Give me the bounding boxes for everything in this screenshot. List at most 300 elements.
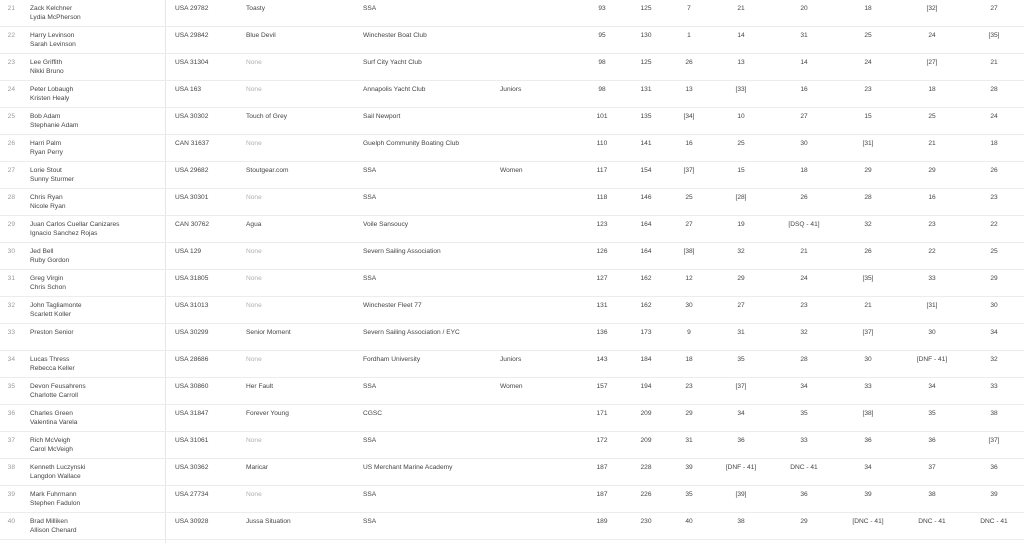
position-cell: 22	[7, 32, 15, 39]
boat-name-cell: None	[246, 86, 262, 93]
race-5-score-cell: [DNF - 41]	[916, 356, 948, 363]
position-cell: 26	[7, 140, 15, 147]
table-row[interactable]	[0, 351, 1024, 378]
total-points-cell: 184	[640, 356, 652, 363]
race-4-score-cell: [35]	[862, 275, 874, 282]
sail-number-cell: USA 31061	[175, 437, 209, 444]
division-cell: Women	[500, 167, 523, 174]
sailors-cell	[30, 409, 77, 427]
race-3-score-cell: 33	[800, 437, 808, 444]
race-1-score-cell: 31	[685, 437, 693, 444]
race-3-score-cell: 30	[800, 140, 808, 147]
race-1-score-cell: 26	[685, 59, 693, 66]
total-points-cell: 162	[640, 302, 652, 309]
sail-number-cell: CAN 31637	[175, 140, 210, 147]
race-4-score-cell: 34	[864, 464, 872, 471]
race-3-score-cell: 27	[800, 113, 808, 120]
skipper-name[interactable]: Mark Fuhrmann	[30, 491, 77, 498]
sailors-cell	[30, 112, 78, 130]
race-6-score-cell: 18	[990, 140, 998, 147]
race-6-score-cell: 26	[990, 167, 998, 174]
race-6-score-cell: [37]	[988, 437, 1000, 444]
race-1-score-cell: 27	[685, 221, 693, 228]
club-cell: CGSC	[363, 410, 383, 417]
race-5-score-cell: 24	[928, 32, 936, 39]
race-2-score-cell: [39]	[735, 491, 747, 498]
position-cell: 32	[7, 302, 15, 309]
race-2-score-cell: [33]	[735, 86, 747, 93]
skipper-name[interactable]: Devon Feusahrens	[30, 383, 86, 390]
position-cell: 33	[7, 329, 15, 336]
race-5-score-cell: 33	[928, 275, 936, 282]
crew-name[interactable]: Nikki Bruno	[30, 68, 64, 75]
total-points-cell: 135	[640, 113, 652, 120]
skipper-name[interactable]: Juan Carlos Cuellar Canizares	[30, 221, 120, 228]
race-1-score-cell: 16	[685, 140, 693, 147]
total-points-cell: 125	[640, 5, 652, 12]
position-cell: 24	[7, 86, 15, 93]
position-cell: 27	[7, 167, 15, 174]
boat-name-cell: None	[246, 275, 262, 282]
crew-name[interactable]: Carol McVeigh	[30, 446, 73, 453]
crew-name[interactable]: Stephanie Adam	[30, 122, 79, 129]
race-2-score-cell: 36	[737, 437, 745, 444]
race-4-score-cell: 39	[864, 491, 872, 498]
crew-name[interactable]: Stephen Fadulon	[30, 500, 81, 507]
club-cell: Severn Sailing Association	[363, 248, 441, 255]
net-points-cell: 117	[596, 167, 608, 174]
net-points-cell: 118	[596, 194, 608, 201]
race-4-score-cell: 28	[864, 194, 872, 201]
position-cell: 38	[7, 464, 15, 471]
total-points-cell: 173	[640, 329, 652, 336]
race-1-score-cell: 9	[687, 329, 691, 336]
race-2-score-cell: 13	[737, 59, 745, 66]
net-points-cell: 98	[598, 59, 606, 66]
total-points-cell: 209	[640, 437, 652, 444]
race-5-score-cell: 29	[928, 167, 936, 174]
race-3-score-cell: 26	[800, 194, 808, 201]
skipper-name[interactable]: Harri Palm	[30, 140, 62, 147]
sailors-cell	[30, 193, 66, 211]
skipper-name[interactable]: Charles Green	[30, 410, 73, 417]
crew-name[interactable]: Kristen Healy	[30, 95, 70, 102]
race-3-score-cell: 35	[800, 410, 808, 417]
race-6-score-cell: 24	[990, 113, 998, 120]
total-points-cell: 141	[640, 140, 652, 147]
race-4-score-cell: 29	[864, 167, 872, 174]
skipper-name[interactable]: Peter Lobaugh	[30, 86, 74, 93]
race-1-score-cell: 23	[685, 383, 693, 390]
table-row[interactable]	[0, 162, 1024, 189]
sail-number-cell: USA 31847	[175, 410, 209, 417]
race-3-score-cell: 31	[800, 32, 808, 39]
sailors-cell	[30, 436, 73, 454]
position-cell: 37	[7, 437, 15, 444]
race-4-score-cell: 32	[864, 221, 872, 228]
race-1-score-cell: 35	[685, 491, 693, 498]
race-3-score-cell: 34	[800, 383, 808, 390]
sail-number-cell: CAN 30762	[175, 221, 210, 228]
total-points-cell: 230	[640, 518, 652, 525]
race-1-score-cell: [38]	[683, 248, 695, 255]
race-1-score-cell: 29	[685, 410, 693, 417]
race-4-score-cell: [37]	[862, 329, 874, 336]
table-row[interactable]	[0, 135, 1024, 162]
skipper-name[interactable]: Zack Kelchner	[30, 5, 73, 12]
race-5-score-cell: [27]	[926, 59, 938, 66]
club-cell: Surf City Yacht Club	[363, 59, 422, 66]
club-cell: SSA	[363, 518, 377, 525]
sail-number-cell: USA 30928	[175, 518, 209, 525]
race-5-score-cell: [31]	[926, 302, 938, 309]
crew-name[interactable]: Allison Chenard	[30, 527, 77, 534]
race-3-score-cell: 21	[800, 248, 808, 255]
race-5-score-cell: 37	[928, 464, 936, 471]
net-points-cell: 136	[596, 329, 608, 336]
table-row[interactable]	[0, 216, 1024, 243]
race-5-score-cell: [32]	[926, 5, 938, 12]
position-cell: 40	[7, 518, 15, 525]
club-cell: SSA	[363, 383, 377, 390]
race-5-score-cell: 36	[928, 437, 936, 444]
club-cell: Annapolis Yacht Club	[363, 86, 426, 93]
race-4-score-cell: 23	[864, 86, 872, 93]
race-2-score-cell: 38	[737, 518, 745, 525]
skipper-name[interactable]: Chris Ryan	[30, 194, 63, 201]
race-3-score-cell: DNC - 41	[790, 464, 818, 471]
sail-number-cell: USA 129	[175, 248, 202, 255]
skipper-name[interactable]: Bob Adam	[30, 113, 61, 120]
sailors-cell	[30, 328, 74, 337]
sail-number-cell: USA 29842	[175, 32, 209, 39]
skipper-name[interactable]: Jed Bell	[30, 248, 54, 255]
race-1-score-cell: 30	[685, 302, 693, 309]
club-cell: Winchester Fleet 77	[363, 302, 422, 309]
table-row[interactable]	[0, 81, 1024, 108]
race-3-score-cell: 29	[800, 518, 808, 525]
crew-name[interactable]: Charlotte Carroll	[30, 392, 79, 399]
total-points-cell: 162	[640, 275, 652, 282]
race-4-score-cell: [31]	[862, 140, 874, 147]
total-points-cell: 228	[640, 464, 652, 471]
skipper-name[interactable]: Rich McVeigh	[30, 437, 71, 444]
net-points-cell: 126	[596, 248, 608, 255]
race-1-score-cell: 40	[685, 518, 693, 525]
total-points-cell: 131	[640, 86, 652, 93]
net-points-cell: 172	[596, 437, 608, 444]
race-5-score-cell: 35	[928, 410, 936, 417]
sailors-cell	[30, 355, 75, 373]
skipper-name[interactable]: Preston Senior	[30, 329, 74, 336]
race-1-score-cell: 13	[685, 86, 693, 93]
crew-name[interactable]: Sarah Levinson	[30, 41, 76, 48]
club-cell: Voile Sansoucy	[363, 221, 409, 228]
boat-name-cell: Senior Moment	[246, 329, 291, 336]
race-2-score-cell: 29	[737, 275, 745, 282]
position-cell: 35	[7, 383, 15, 390]
division-cell: Juniors	[500, 356, 522, 363]
sail-number-cell: USA 29782	[175, 5, 209, 12]
race-4-score-cell: 18	[864, 5, 872, 12]
skipper-name[interactable]: Brad Milliken	[30, 518, 68, 525]
sailors-cell	[30, 85, 73, 103]
crew-name[interactable]: Rebecca Keller	[30, 365, 75, 372]
sail-number-cell: USA 30302	[175, 113, 209, 120]
position-cell: 36	[7, 410, 15, 417]
boat-name-cell: Jussa Situation	[246, 518, 291, 525]
net-points-cell: 187	[596, 464, 608, 471]
boat-name-cell: None	[246, 140, 262, 147]
sailors-cell	[30, 139, 63, 157]
race-3-score-cell: 23	[800, 302, 808, 309]
sailors-cell	[30, 58, 64, 76]
net-points-cell: 98	[598, 86, 606, 93]
sailors-cell	[30, 274, 66, 292]
sail-number-cell: USA 30299	[175, 329, 209, 336]
race-3-score-cell: 32	[800, 329, 808, 336]
race-5-score-cell: 30	[928, 329, 936, 336]
race-5-score-cell: 21	[928, 140, 936, 147]
race-5-score-cell: 18	[928, 86, 936, 93]
club-cell: Sail Newport	[363, 113, 401, 120]
net-points-cell: 189	[596, 518, 608, 525]
skipper-name[interactable]: Harry Levinson	[30, 32, 75, 39]
race-6-score-cell: 28	[990, 86, 998, 93]
sail-number-cell: USA 29682	[175, 167, 209, 174]
total-points-cell: 154	[640, 167, 652, 174]
race-3-score-cell: 16	[800, 86, 808, 93]
skipper-name[interactable]: Kenneth Luczynski	[30, 464, 86, 471]
race-3-score-cell: 14	[800, 59, 808, 66]
crew-name[interactable]: Langdon Wallace	[30, 473, 81, 480]
club-cell: SSA	[363, 194, 377, 201]
race-1-score-cell: 12	[685, 275, 693, 282]
boat-name-cell: None	[246, 437, 262, 444]
race-5-score-cell: 38	[928, 491, 936, 498]
total-points-cell: 125	[640, 59, 652, 66]
boat-name-cell: None	[246, 302, 262, 309]
table-row[interactable]	[0, 27, 1024, 54]
race-2-score-cell: 15	[737, 167, 745, 174]
position-cell: 21	[7, 5, 15, 12]
race-6-score-cell: 30	[990, 302, 998, 309]
sail-number-cell: USA 30860	[175, 383, 209, 390]
table-row[interactable]	[0, 189, 1024, 216]
race-2-score-cell: 19	[737, 221, 745, 228]
race-2-score-cell: [37]	[735, 383, 747, 390]
boat-name-cell: None	[246, 59, 262, 66]
table-row[interactable]	[0, 108, 1024, 135]
race-4-score-cell: 21	[864, 302, 872, 309]
race-3-score-cell: 36	[800, 491, 808, 498]
race-2-score-cell: 27	[737, 302, 745, 309]
table-row[interactable]	[0, 513, 1024, 540]
race-2-score-cell: 10	[737, 113, 745, 120]
sail-number-cell: USA 30301	[175, 194, 209, 201]
race-2-score-cell: 14	[737, 32, 745, 39]
sail-number-cell: USA 28686	[175, 356, 209, 363]
race-4-score-cell: 33	[864, 383, 872, 390]
total-points-cell: 164	[640, 248, 652, 255]
race-4-score-cell: 15	[864, 113, 872, 120]
net-points-cell: 127	[596, 275, 608, 282]
race-3-score-cell: [DSQ - 41]	[788, 221, 820, 228]
race-5-score-cell: 16	[928, 194, 936, 201]
race-5-score-cell: DNC - 41	[918, 518, 946, 525]
race-5-score-cell: 25	[928, 113, 936, 120]
sail-number-cell: USA 163	[175, 86, 202, 93]
crew-name[interactable]: Ryan Perry	[30, 149, 63, 156]
boat-name-cell: Her Fault	[246, 383, 274, 390]
table-row[interactable]	[0, 270, 1024, 297]
net-points-cell: 187	[596, 491, 608, 498]
skipper-name[interactable]: Lee Griffith	[30, 59, 63, 66]
race-1-score-cell: 18	[685, 356, 693, 363]
boat-name-cell: Blue Devil	[246, 32, 276, 39]
total-points-cell: 146	[640, 194, 652, 201]
sailors-cell	[30, 490, 80, 508]
sailors-cell	[30, 4, 81, 22]
race-6-score-cell: [35]	[988, 32, 1000, 39]
net-points-cell: 123	[596, 221, 608, 228]
position-cell: 30	[7, 248, 15, 255]
skipper-name[interactable]: Lorie Stout	[30, 167, 62, 174]
sailors-cell	[30, 220, 119, 238]
race-4-score-cell: 36	[864, 437, 872, 444]
club-cell: SSA	[363, 491, 377, 498]
boat-name-cell: None	[246, 356, 262, 363]
table-row[interactable]	[0, 243, 1024, 270]
division-cell: Juniors	[500, 86, 522, 93]
table-row[interactable]	[0, 405, 1024, 432]
race-6-score-cell: 27	[990, 5, 998, 12]
race-2-score-cell: 32	[737, 248, 745, 255]
race-6-score-cell: 34	[990, 329, 998, 336]
skipper-name[interactable]: Greg Virgin	[30, 275, 64, 282]
total-points-cell: 194	[640, 383, 652, 390]
table-row[interactable]	[0, 324, 1024, 351]
total-points-cell: 209	[640, 410, 652, 417]
table-row[interactable]	[0, 54, 1024, 81]
race-6-score-cell: 22	[990, 221, 998, 228]
boat-name-cell: None	[246, 491, 262, 498]
position-cell: 25	[7, 113, 15, 120]
position-cell: 29	[7, 221, 15, 228]
total-points-cell: 226	[640, 491, 652, 498]
race-2-score-cell: 31	[737, 329, 745, 336]
sailors-cell	[30, 382, 86, 400]
boat-name-cell: Stoutgear.com	[246, 167, 289, 174]
race-6-score-cell: 23	[990, 194, 998, 201]
race-1-score-cell: 1	[687, 32, 691, 39]
crew-name[interactable]: Ignacio Sanchez Rojas	[30, 230, 98, 237]
skipper-name[interactable]: John Tagliamonte	[30, 302, 82, 309]
crew-name[interactable]: Scarlett Koller	[30, 311, 72, 318]
race-6-score-cell: 21	[990, 59, 998, 66]
race-5-score-cell: 22	[928, 248, 936, 255]
race-4-score-cell: 25	[864, 32, 872, 39]
race-1-score-cell: 7	[687, 5, 691, 12]
position-cell: 34	[7, 356, 15, 363]
race-6-score-cell: 29	[990, 275, 998, 282]
table-row[interactable]	[0, 378, 1024, 405]
race-4-score-cell: 26	[864, 248, 872, 255]
race-6-score-cell: 36	[990, 464, 998, 471]
division-cell: Women	[500, 383, 523, 390]
race-6-score-cell: 25	[990, 248, 998, 255]
crew-name[interactable]: Valentina Varela	[30, 419, 78, 426]
race-3-score-cell: 24	[800, 275, 808, 282]
net-points-cell: 131	[596, 302, 608, 309]
sail-number-cell: USA 31805	[175, 275, 209, 282]
net-points-cell: 143	[596, 356, 608, 363]
sail-number-cell: USA 27734	[175, 491, 209, 498]
sail-number-cell: USA 30362	[175, 464, 209, 471]
table-row[interactable]	[0, 459, 1024, 486]
club-cell: Winchester Boat Club	[363, 32, 427, 39]
sailors-cell	[30, 517, 77, 535]
boat-name-cell: Agua	[246, 221, 262, 228]
club-cell: SSA	[363, 275, 377, 282]
crew-name[interactable]: Ruby Gordon	[30, 257, 70, 264]
club-cell: Fordham University	[363, 356, 421, 363]
net-points-cell: 101	[596, 113, 608, 120]
sail-number-cell: USA 31013	[175, 302, 209, 309]
table-row[interactable]	[0, 0, 1024, 27]
race-2-score-cell: 25	[737, 140, 745, 147]
crew-name[interactable]: Lydia McPherson	[30, 14, 81, 21]
position-cell: 28	[7, 194, 15, 201]
race-4-score-cell: 24	[864, 59, 872, 66]
net-points-cell: 157	[596, 383, 608, 390]
race-6-score-cell: 39	[990, 491, 998, 498]
race-1-score-cell: 25	[685, 194, 693, 201]
race-4-score-cell: [38]	[862, 410, 874, 417]
crew-name[interactable]: Sunny Sturmer	[30, 176, 74, 183]
race-6-score-cell: 32	[990, 356, 998, 363]
sailors-cell	[30, 463, 85, 481]
table-row[interactable]	[0, 486, 1024, 513]
crew-name[interactable]: Chris Schon	[30, 284, 66, 291]
boat-name-cell: None	[246, 194, 262, 201]
club-cell: US Merchant Marine Academy	[363, 464, 453, 471]
sailors-cell	[30, 166, 74, 184]
position-cell: 39	[7, 491, 15, 498]
race-1-score-cell: [34]	[683, 113, 695, 120]
race-6-score-cell: DNC - 41	[980, 518, 1008, 525]
skipper-name[interactable]: Lucas Thress	[30, 356, 70, 363]
race-3-score-cell: 28	[800, 356, 808, 363]
table-row[interactable]	[0, 432, 1024, 459]
race-4-score-cell: 30	[864, 356, 872, 363]
race-1-score-cell: [37]	[683, 167, 695, 174]
club-cell: Guelph Community Boating Club	[363, 140, 460, 147]
club-cell: SSA	[363, 5, 377, 12]
race-2-score-cell: [28]	[735, 194, 747, 201]
club-cell: SSA	[363, 167, 377, 174]
race-2-score-cell: 34	[737, 410, 745, 417]
sailors-cell	[30, 301, 82, 319]
table-row[interactable]	[0, 297, 1024, 324]
net-points-cell: 110	[596, 140, 608, 147]
race-6-score-cell: 38	[990, 410, 998, 417]
sailors-cell	[30, 247, 69, 265]
net-points-cell: 93	[598, 5, 606, 12]
crew-name[interactable]: Nicole Ryan	[30, 203, 66, 210]
race-3-score-cell: 20	[800, 5, 808, 12]
race-2-score-cell: 21	[737, 5, 745, 12]
